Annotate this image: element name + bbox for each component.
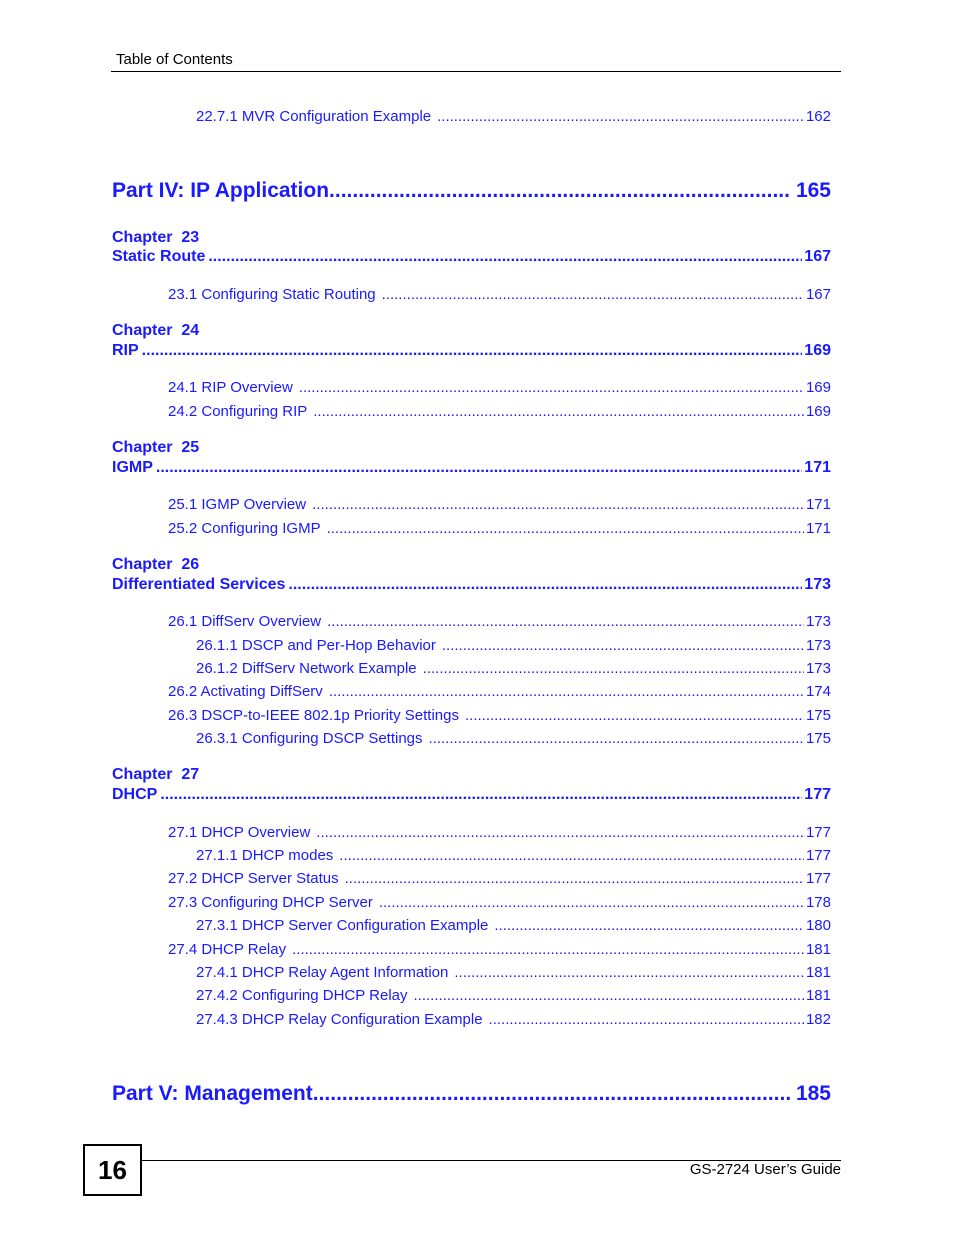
- toc-entry-page: 178: [805, 894, 831, 911]
- toc-entry-title: 25.2 Configuring IGMP: [168, 520, 321, 537]
- leader-dots: [313, 402, 804, 422]
- toc-entry-27-1-1[interactable]: [196, 846, 831, 866]
- toc-entry-page: 169: [805, 403, 831, 420]
- toc-entry-page: 181: [805, 964, 831, 981]
- toc-part-page: 185: [795, 1082, 831, 1105]
- toc-entry-title: 24.2 Configuring RIP: [168, 403, 308, 420]
- toc-entry-26-2[interactable]: [168, 682, 831, 702]
- leader-dots: [312, 495, 804, 515]
- toc-part-page: 165: [795, 179, 831, 202]
- toc-entry-24-1[interactable]: [168, 378, 831, 398]
- toc-entry-23-1[interactable]: [168, 285, 831, 305]
- toc-entry-page: 173: [805, 660, 831, 677]
- toc-entry-26-1-1[interactable]: [196, 636, 831, 656]
- running-header: Table of Contents: [116, 51, 233, 68]
- toc-chapter-page: 169: [804, 342, 831, 359]
- leader-dots: [327, 519, 804, 539]
- toc-entry-title: 27.4.2 Configuring DHCP Relay: [196, 987, 408, 1004]
- toc-entry-page: 175: [805, 730, 831, 747]
- leader-dots: [494, 916, 804, 936]
- toc-entry-title: 27.1 DHCP Overview: [168, 824, 311, 841]
- toc-entry-title: 27.4.1 DHCP Relay Agent Information: [196, 964, 449, 981]
- toc-entry-title: 26.3.1 Configuring DSCP Settings: [196, 730, 423, 747]
- toc-part-iv[interactable]: [112, 177, 831, 205]
- toc-chapter-title: Differentiated Services: [112, 576, 286, 593]
- toc-chapter-23[interactable]: [112, 247, 831, 267]
- toc-entry-title: 26.1.2 DiffServ Network Example: [196, 660, 417, 677]
- toc-chapter-page: 173: [804, 576, 831, 593]
- toc-entry-page: 174: [805, 683, 831, 700]
- toc-entry-page: 177: [805, 870, 831, 887]
- leader-dots: [156, 458, 802, 478]
- toc-entry-page: 171: [805, 520, 831, 537]
- toc-chapter-27[interactable]: [112, 785, 831, 805]
- toc-entry-title: 27.3.1 DHCP Server Configuration Example: [196, 917, 489, 934]
- toc-entry-title: 23.1 Configuring Static Routing: [168, 286, 376, 303]
- leader-dots: [313, 1080, 790, 1108]
- toc-entry-26-1[interactable]: [168, 612, 831, 632]
- toc-entry-page: 175: [805, 707, 831, 724]
- leader-dots: [382, 285, 804, 305]
- toc-entry-page: 173: [805, 613, 831, 630]
- toc-chapter-24[interactable]: [112, 341, 831, 361]
- leader-dots: [316, 823, 804, 843]
- toc-entry-title: 26.1.1 DSCP and Per-Hop Behavior: [196, 637, 436, 654]
- chapter-label-25: Chapter 25: [112, 439, 200, 456]
- toc-entry-page: 182: [805, 1011, 831, 1028]
- toc-entry-22-7-1[interactable]: [196, 107, 831, 127]
- chapter-label-23: Chapter 23: [112, 229, 200, 246]
- leader-dots: [442, 636, 804, 656]
- toc-entry-page: 167: [805, 286, 831, 303]
- toc-entry-title: 24.1 RIP Overview: [168, 379, 293, 396]
- leader-dots: [423, 659, 804, 679]
- leader-dots: [288, 575, 802, 595]
- leader-dots: [489, 1010, 804, 1030]
- leader-dots: [379, 893, 804, 913]
- toc-chapter-title: DHCP: [112, 786, 158, 803]
- toc-entry-page: 173: [805, 637, 831, 654]
- toc-entry-title: 27.4.3 DHCP Relay Configuration Example: [196, 1011, 483, 1028]
- toc-entry-27-4-1[interactable]: [196, 963, 831, 983]
- toc-part-title: Part V: Management: [112, 1082, 313, 1105]
- leader-dots: [142, 341, 803, 361]
- toc-entry-title: 27.4 DHCP Relay: [168, 941, 287, 958]
- toc-entry-page: 177: [805, 847, 831, 864]
- chapter-label-24: Chapter 24: [112, 322, 200, 339]
- toc-entry-27-3[interactable]: [168, 893, 831, 913]
- toc-chapter-title: IGMP: [112, 459, 153, 476]
- leader-dots: [327, 612, 804, 632]
- leader-dots: [208, 247, 802, 267]
- toc-entry-27-4[interactable]: [168, 940, 831, 960]
- toc-entry-title: 26.2 Activating DiffServ: [168, 683, 323, 700]
- toc-entry-27-1[interactable]: [168, 823, 831, 843]
- toc-entry-title: 27.3 Configuring DHCP Server: [168, 894, 373, 911]
- chapter-label-26: Chapter 26: [112, 556, 200, 573]
- leader-dots: [429, 729, 804, 749]
- leader-dots: [329, 177, 790, 205]
- toc-entry-26-3-1[interactable]: [196, 729, 831, 749]
- leader-dots: [345, 869, 804, 889]
- chapter-label-27: Chapter 27: [112, 766, 200, 783]
- leader-dots: [329, 682, 804, 702]
- leader-dots: [465, 706, 804, 726]
- toc-entry-page: 171: [805, 496, 831, 513]
- toc-entry-24-2[interactable]: [168, 402, 831, 422]
- leader-dots: [414, 986, 804, 1006]
- toc-chapter-26[interactable]: [112, 575, 831, 595]
- leader-dots: [160, 785, 802, 805]
- leader-dots: [437, 107, 804, 127]
- toc-entry-25-2[interactable]: [168, 519, 831, 539]
- toc-entry-page: 162: [805, 108, 831, 125]
- toc-chapter-title: RIP: [112, 342, 139, 359]
- toc-chapter-page: 177: [804, 786, 831, 803]
- toc-entry-page: 181: [805, 987, 831, 1004]
- toc-chapter-page: 171: [804, 459, 831, 476]
- toc-entry-page: 180: [805, 917, 831, 934]
- toc-entry-25-1[interactable]: [168, 495, 831, 515]
- toc-entry-27-3-1[interactable]: [196, 916, 831, 936]
- toc-entry-27-2[interactable]: [168, 869, 831, 889]
- toc-entry-page: 169: [805, 379, 831, 396]
- toc-chapter-title: Static Route: [112, 248, 206, 265]
- toc-chapter-25[interactable]: [112, 458, 831, 478]
- guide-title: GS-2724 User’s Guide: [689, 1161, 841, 1178]
- page-number: 16: [98, 1154, 127, 1185]
- toc-entry-title: 26.1 DiffServ Overview: [168, 613, 322, 630]
- leader-dots: [292, 940, 804, 960]
- leader-dots: [299, 378, 804, 398]
- toc-entry-27-4-3[interactable]: [196, 1010, 831, 1030]
- toc-entry-27-4-2[interactable]: [196, 986, 831, 1006]
- toc-entry-page: 177: [805, 824, 831, 841]
- toc-entry-title: 25.1 IGMP Overview: [168, 496, 307, 513]
- toc-entry-page: 181: [805, 941, 831, 958]
- toc-chapter-page: 167: [804, 248, 831, 265]
- toc-entry-title: 27.2 DHCP Server Status: [168, 870, 339, 887]
- leader-dots: [339, 846, 804, 866]
- leader-dots: [454, 963, 804, 983]
- toc-entry-title: 27.1.1 DHCP modes: [196, 847, 334, 864]
- toc-entry-title: 22.7.1 MVR Configuration Example: [196, 108, 432, 125]
- toc-part-v[interactable]: [112, 1080, 831, 1108]
- toc-entry-26-3[interactable]: [168, 706, 831, 726]
- toc-entry-title: 26.3 DSCP-to-IEEE 802.1p Priority Settings: [168, 707, 459, 724]
- toc-part-title: Part IV: IP Application: [112, 179, 330, 202]
- page-number-box: [83, 1144, 142, 1196]
- toc-entry-26-1-2[interactable]: [196, 659, 831, 679]
